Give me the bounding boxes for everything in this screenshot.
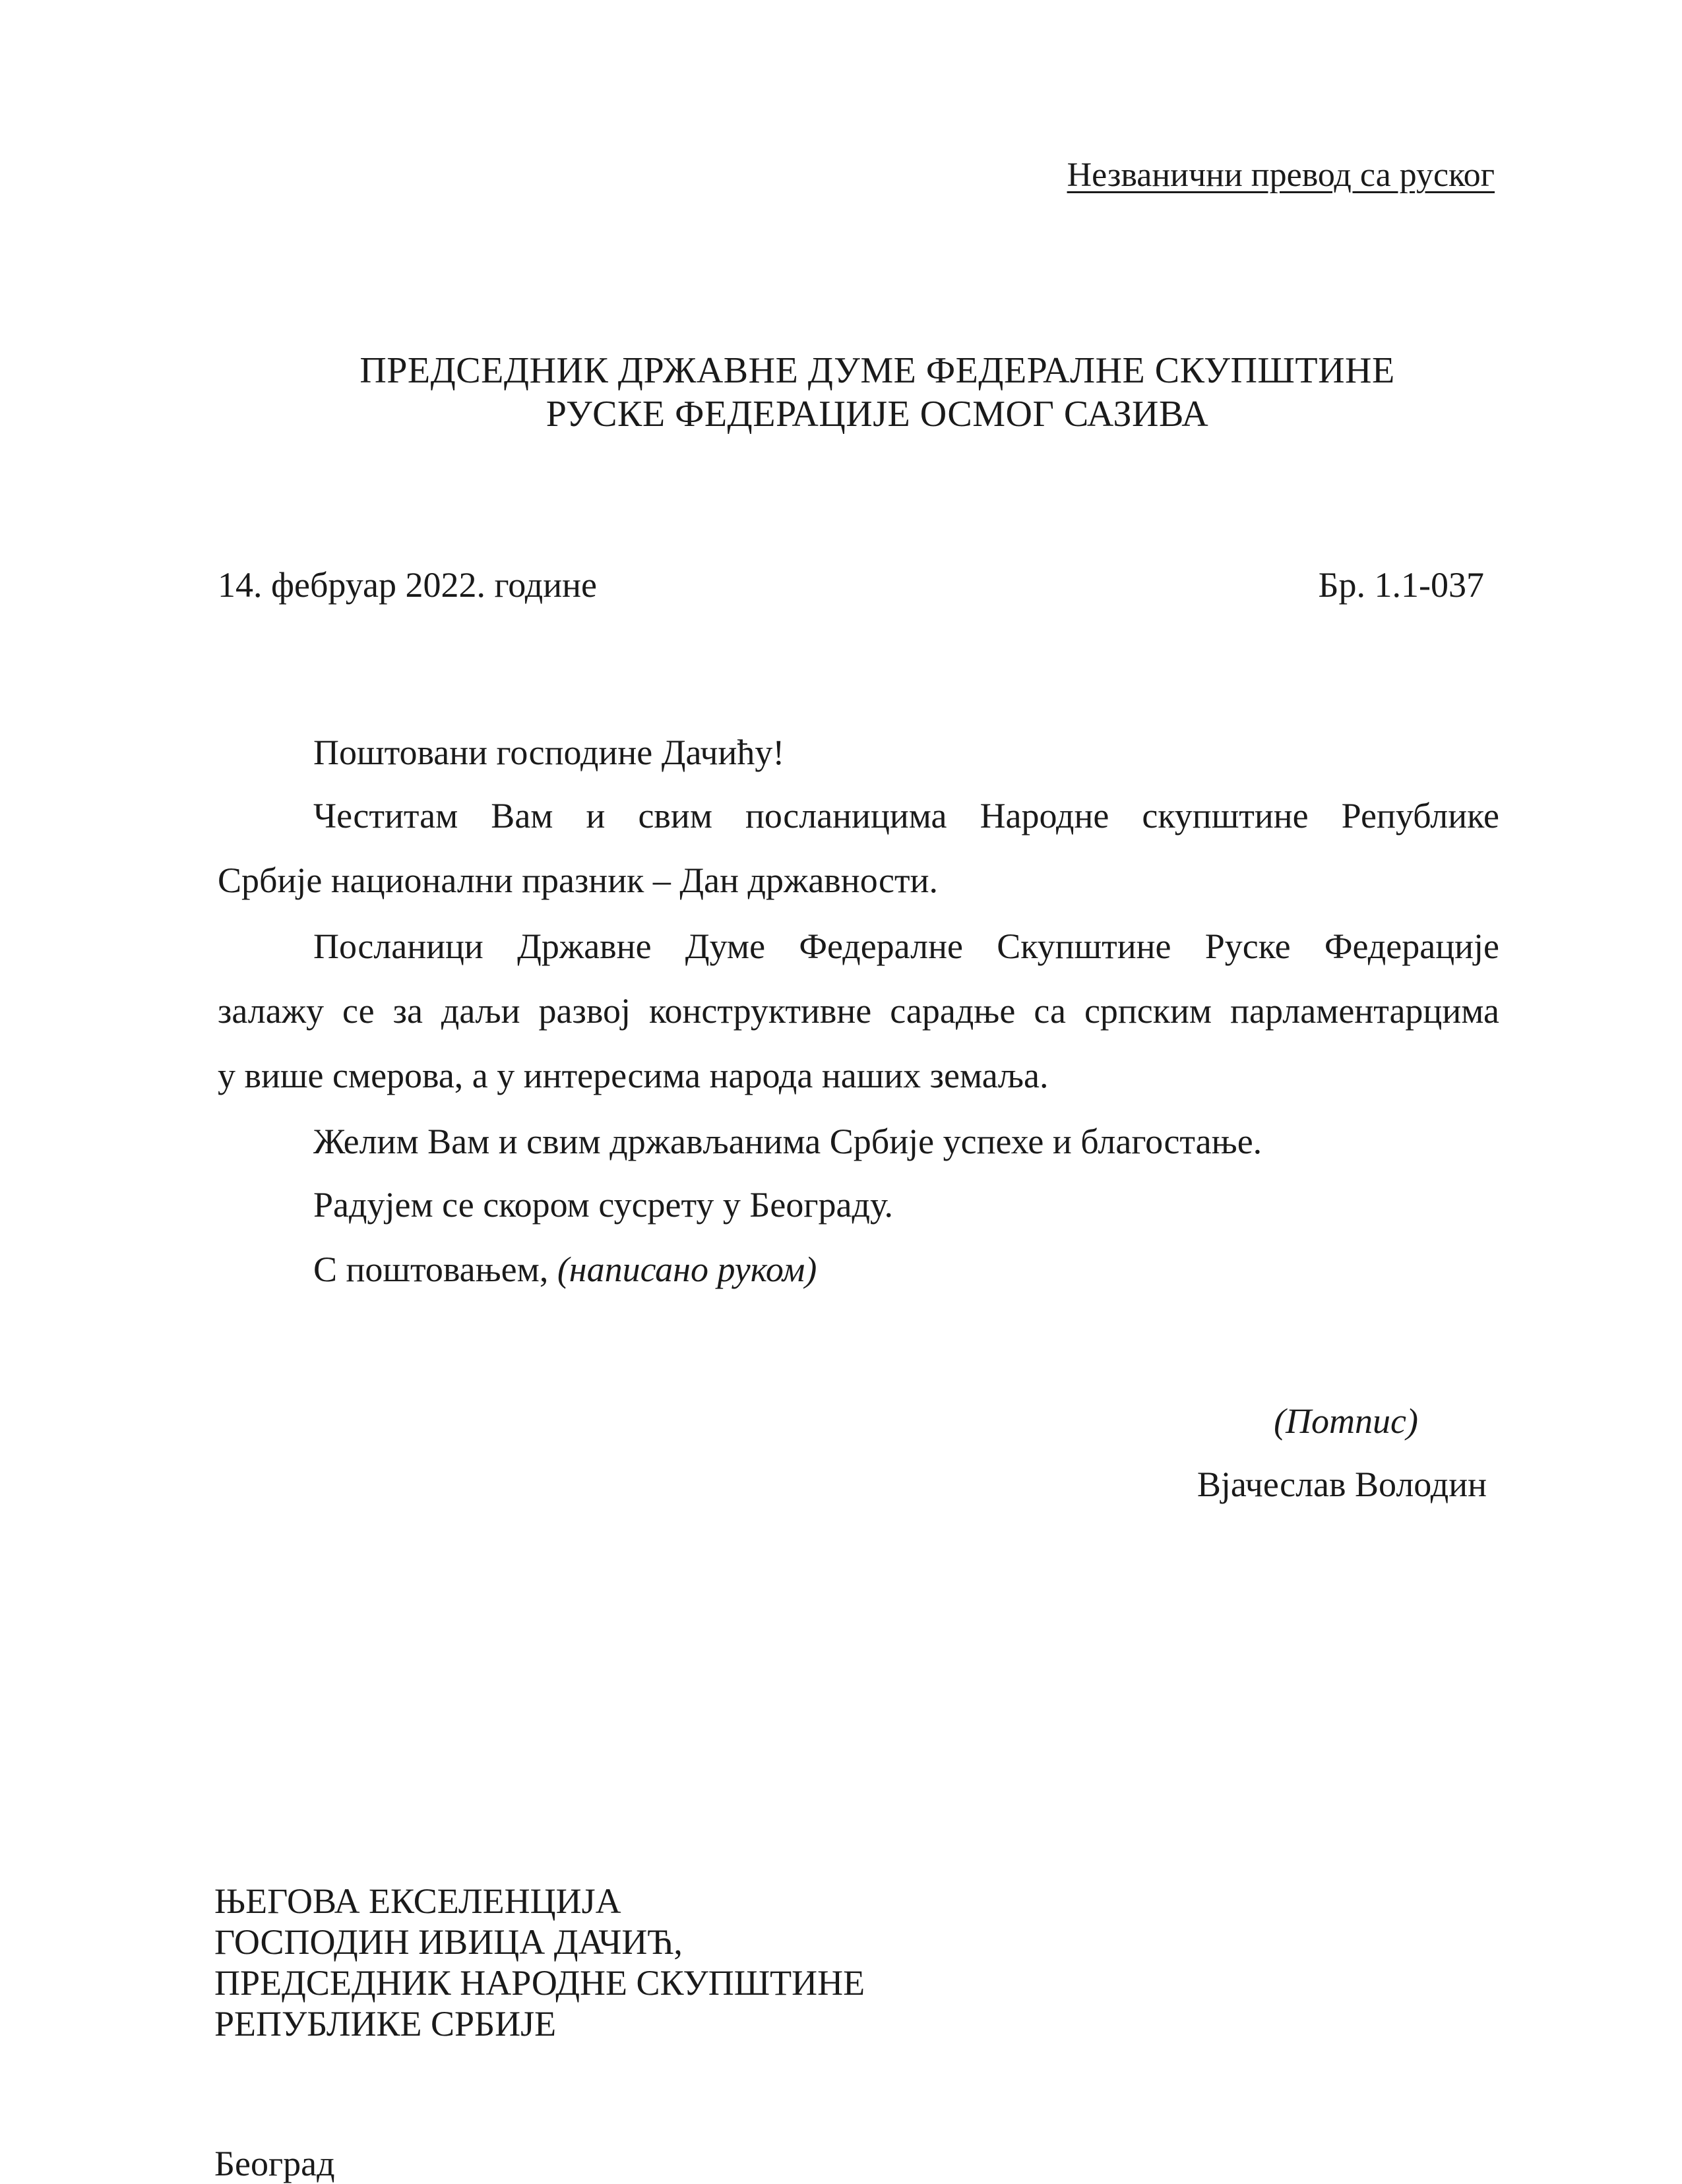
letter-date: 14. фебруар 2022. године: [218, 565, 597, 605]
recipient-line-1: ЊЕГОВА ЕКСЕЛЕНЦИЈА: [214, 1881, 621, 1921]
translation-note: Незванични превод са руског: [1067, 156, 1495, 194]
closing-text: С поштовањем,: [313, 1250, 549, 1289]
recipient-city: Београд: [214, 2144, 335, 2183]
paragraph-1-line-2: Србије национални празник – Дан државности.: [218, 861, 938, 900]
heading-line-1: ПРЕДСЕДНИК ДРЖАВНЕ ДУМЕ ФЕДЕРАЛНЕ СКУПШТИНЕ: [359, 350, 1395, 391]
recipient-line-2: ГОСПОДИН ИВИЦА ДАЧИЋ,: [214, 1922, 683, 1962]
paragraph-2-line-2: залажу се за даљи развој конструктивне сарадње са српским парламентарцима: [218, 991, 1499, 1031]
paragraph-3: Желим Вам и свим држављанима Србије успехе и благостање.: [313, 1122, 1262, 1161]
closing-handwritten-note: (написано руком): [557, 1250, 817, 1289]
recipient-line-3: ПРЕДСЕДНИК НАРОДНЕ СКУПШТИНЕ: [214, 1963, 865, 2003]
recipient-address: [214, 1881, 865, 2044]
recipient-line-4: РЕПУБЛИКЕ СРБИЈЕ: [214, 2004, 557, 2044]
paragraph-2-line-3: у више смерова, а у интересима народа наших земаља.: [218, 1056, 1049, 1095]
closing-line: [218, 1248, 1499, 1291]
reference-number: Бр. 1.1-037: [1318, 565, 1484, 605]
salutation: Поштовани господине Дачићу!: [313, 733, 785, 772]
heading-line-2: РУСКЕ ФЕДЕРАЦИЈЕ ОСМОГ САЗИВА: [545, 394, 1209, 435]
signatory-name: Вјачеслав Володин: [1197, 1465, 1487, 1504]
paragraph-1-line-1: Честитам Вам и свим посланицима Народне скупштине Републике: [313, 796, 1499, 835]
paragraph-4: Радујем се скором сусрету у Београду.: [313, 1185, 894, 1225]
paragraph-2-line-1: Посланици Државне Думе Федералне Скупштине Руске Федерације: [313, 926, 1499, 966]
signature-note: (Потпис): [1274, 1401, 1418, 1441]
